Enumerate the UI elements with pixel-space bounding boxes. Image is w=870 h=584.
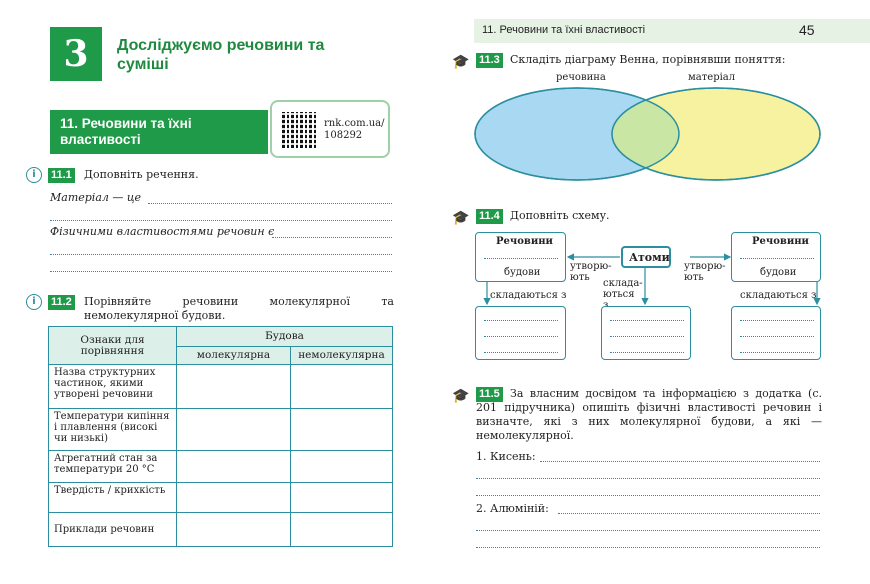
answer-line[interactable] — [50, 261, 392, 272]
scheme-right-top: Речовини — [752, 236, 809, 247]
scheme-bottom-center-box[interactable] — [601, 306, 691, 360]
answer-line[interactable] — [272, 227, 392, 238]
task-text-11-3: Складіть діаграму Венна, порівнявши поняття: — [510, 53, 786, 66]
scheme-bottom-left-box[interactable] — [475, 306, 566, 360]
answer-line[interactable] — [740, 249, 814, 259]
task-number-11-2: 11.2 — [48, 295, 75, 310]
task-number-11-4: 11.4 — [476, 209, 503, 224]
answer-line[interactable] — [148, 193, 392, 204]
scheme-right-bottom: будови — [760, 267, 797, 278]
task-text-11-5: За власним досвідом та інформацією з додатка (с. 201 підручника) опишіть фізичні властивості речовин і визначте, які з них молекулярної будови, а які — немолекулярної. — [476, 387, 822, 442]
task-number-11-1: 11.1 — [48, 168, 75, 183]
table-cell[interactable] — [291, 451, 393, 483]
info-icon: i — [26, 167, 42, 183]
scheme-bottom-right-box[interactable] — [731, 306, 821, 360]
qr-link-box[interactable] — [270, 100, 390, 158]
table-row-label: Агрегатний стан за температури 20 °С — [49, 451, 177, 483]
table-row-label: Температури кипіння і плавлення (високі чи низькі) — [49, 409, 177, 451]
qr-code-icon[interactable] — [282, 112, 318, 148]
scheme-right-box — [731, 232, 821, 282]
page-header-title: 11. Речовини та їхні властивості — [482, 24, 646, 36]
qr-link-text[interactable]: rnk.com.ua/ 108292 — [324, 118, 385, 141]
answer-line[interactable] — [50, 244, 392, 255]
comparison-table — [48, 326, 393, 547]
table-row-label: Назва структурних частинок, якими утворені речовини — [49, 365, 177, 409]
answer-line[interactable] — [476, 537, 820, 548]
table-header-criteria: Ознаки для порівняння — [49, 327, 177, 365]
answer-line[interactable] — [476, 468, 820, 479]
task-number-11-5: 11.5 — [476, 387, 503, 402]
task-number-11-3: 11.3 — [476, 53, 503, 68]
answer-line[interactable] — [476, 485, 820, 496]
table-cell[interactable] — [177, 409, 291, 451]
item-aluminium: 2. Алюміній: — [476, 502, 549, 515]
task-text-11-4: Доповніть схему. — [510, 209, 610, 222]
venn-right-label: матеріал — [688, 72, 736, 83]
sentence-material: Матеріал — це — [50, 191, 142, 204]
chapter-number: 3 — [50, 27, 102, 81]
table-cell[interactable] — [291, 513, 393, 547]
down-label-left: складаються з — [490, 290, 567, 301]
arrow-label-left: утворю- ють — [570, 261, 612, 283]
table-header-molecular: молекулярна — [177, 347, 291, 365]
graduation-cap-icon: 🎓 — [452, 54, 470, 70]
chapter-title: Досліджуємо речовини та суміші — [117, 37, 325, 73]
answer-line[interactable] — [558, 503, 820, 514]
venn-left-label: речовина — [556, 72, 606, 83]
table-cell[interactable] — [177, 483, 291, 513]
sentence-properties: Фізичними властивостями речовин є — [50, 225, 275, 238]
table-cell[interactable] — [291, 409, 393, 451]
table-header-structure: Будова — [177, 327, 393, 347]
scheme-center-box — [621, 246, 671, 268]
answer-line[interactable] — [50, 210, 392, 221]
down-label-center: склада- ються — [603, 278, 643, 300]
task-text-11-1: Доповніть речення. — [84, 168, 199, 181]
graduation-cap-icon: 🎓 — [452, 210, 470, 226]
answer-line[interactable] — [540, 451, 820, 462]
page-number: 45 — [799, 22, 815, 38]
scheme-left-box — [475, 232, 566, 282]
item-oxygen: 1. Кисень: — [476, 450, 536, 463]
graduation-cap-icon: 🎓 — [452, 388, 470, 404]
info-icon: i — [26, 294, 42, 310]
arrow-label-right: утворю- ють — [684, 261, 726, 283]
scheme-center-label: Атоми — [629, 251, 670, 264]
answer-line[interactable] — [484, 249, 558, 259]
table-cell[interactable] — [291, 483, 393, 513]
answer-line[interactable] — [476, 520, 820, 531]
scheme-left-bottom: будови — [504, 267, 541, 278]
table-cell[interactable] — [177, 513, 291, 547]
section-title: 11. Речовини та їхні властивості — [50, 110, 268, 154]
table-cell[interactable] — [291, 365, 393, 409]
table-header-nonmolecular: немолекулярна — [291, 347, 393, 365]
table-cell[interactable] — [177, 365, 291, 409]
down-label-right: складаються з — [740, 290, 817, 301]
scheme-left-top: Речовини — [496, 236, 553, 247]
table-cell[interactable] — [177, 451, 291, 483]
table-row-label: Твердість / крихкість — [49, 483, 177, 513]
table-row-label: Приклади речовин — [49, 513, 177, 547]
venn-diagram — [470, 84, 830, 184]
task-text-11-2: Порівняйте речовини молекулярної та немолекулярної будови. — [84, 295, 394, 322]
